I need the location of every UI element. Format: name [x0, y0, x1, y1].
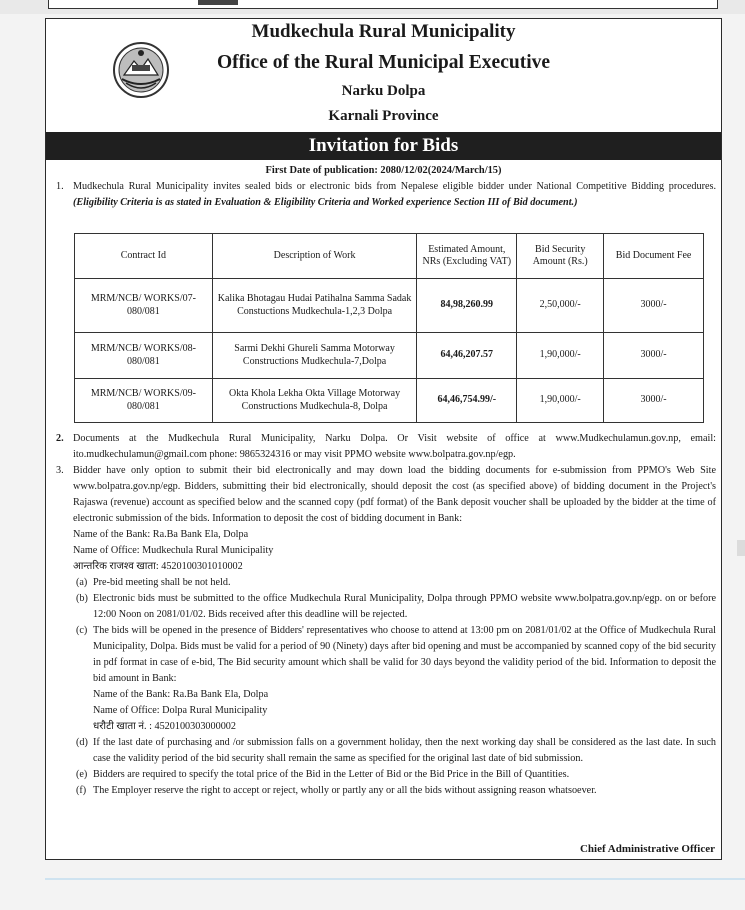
footer-divider: [45, 878, 745, 880]
revenue-account: आन्तरिक राजश्व खाता: 4520100301010002: [73, 561, 243, 572]
list-item: [56, 735, 716, 767]
doc-office-name: Name of Office: Mudkechula Rural Municipality: [73, 545, 274, 556]
header-contract-id: Contract Id: [75, 234, 213, 279]
header-bid-security: Bid Security Amount (Rs.): [517, 234, 604, 279]
contract-id-cell: MRM/NCB/ WORKS/07-080/081: [75, 279, 213, 333]
previous-notice-border: [48, 0, 718, 9]
header-estimated-amount: Estimated Amount, NRs (Excluding VAT): [417, 234, 517, 279]
item-label: (f): [76, 785, 87, 796]
header-doc-fee: Bid Document Fee: [604, 234, 704, 279]
item-label: (a): [76, 577, 88, 588]
page-edge: [737, 540, 745, 556]
municipality-name: Mudkechula Rural Municipality: [251, 21, 516, 42]
signature: Chief Administrative Officer: [579, 843, 715, 855]
bids-table: [74, 233, 704, 423]
bid-notice: [45, 18, 722, 860]
previous-notice-fragment: [198, 0, 238, 5]
notice-body: [56, 431, 716, 799]
deposit-account: धरौटी खाता नं. : 4520100303000002: [93, 721, 236, 732]
security-cell: 2,50,000/-: [517, 279, 604, 333]
description-cell: Sarmi Dekhi Ghureli Samma Motorway Constructions Mudkechula-7,Dolpa: [212, 333, 417, 379]
amount-cell: 64,46,754.99/-: [417, 379, 517, 423]
location: Narku Dolpa: [341, 83, 426, 99]
amount-cell: 64,46,207.57: [417, 333, 517, 379]
paragraph-1: [56, 179, 716, 211]
item-text: Bidders are required to specify the total price of the Bid in the Letter of Bid or the Bid Price in the Bill of Quantities.: [93, 769, 570, 780]
list-item: [56, 767, 716, 783]
paragraph-number: 3.: [56, 465, 64, 476]
paragraph-text: Mudkechula Rural Municipality invites sealed bids or electronic bids from Nepalese eligible bidder under National Competitive Bidding procedures.: [73, 181, 716, 192]
list-item: [56, 783, 716, 799]
amount-cell: 84,98,260.99: [417, 279, 517, 333]
contract-id-cell: MRM/NCB/ WORKS/08-080/081: [75, 333, 213, 379]
paragraph-3: [56, 463, 716, 527]
table-header-row: [75, 234, 704, 279]
publication-date: First Date of publication: 2080/12/02(2024/March/15): [265, 165, 502, 176]
item-text: Pre-bid meeting shall be not held.: [93, 577, 231, 588]
description-cell: Kalika Bhotagau Hudai Patihalna Samma Sadak Constuctions Mudkechula-1,2,3 Dolpa: [212, 279, 417, 333]
table-row: [75, 379, 704, 423]
item-text: The bids will be opened in the presence of Bidders' representatives who choose to attend at 13:00 pm on 2081/01/02 at the Office of Mudkechula Rural Municipality, Dolpa. Bids must be valid for a period of 90 (Ninety) days after bid opening and must be accompanied by scanned copy of the bid security in pdf format in case of e-bid, The Bid security amount which shall be valid for 30 days beyond the validity period of the bid. Information to deposit the bid amount in Bank:: [93, 625, 716, 684]
security-cell: 1,90,000/-: [517, 379, 604, 423]
security-office-name: Name of Office: Dolpa Rural Municipality: [93, 705, 268, 716]
eligibility-note: (Eligibility Criteria is as stated in Evaluation & Eligibility Criteria and Worked experience Section III of Bid document.): [73, 197, 578, 208]
item-text: Electronic bids must be submitted to the office Mudkechula Rural Municipality, Dolpa through PPMO website www.bolpatra.gov.np/egp. on or before 12:00 Noon on 2081/01/02. Bids received after this deadline will be rejected.: [93, 593, 716, 620]
item-label: (d): [76, 737, 88, 748]
item-text: The Employer reserve the right to accept or reject, wholly or partly any or all the bids without assigning reason whatsoever.: [93, 785, 597, 796]
province: Karnali Province: [328, 108, 439, 124]
security-bank-name: Name of the Bank: Ra.Ba Bank Ela, Dolpa: [93, 689, 269, 700]
fee-cell: 3000/-: [604, 333, 704, 379]
item-label: (e): [76, 769, 88, 780]
paragraph-text: Bidder have only option to submit their bid electronically and may down load the bidding documents for e-submission from PPMO's Web Site www.bolpatra.gov.np/egp. Bidders, submitting their bid electronically, should deposit the cost (as specified above) of bidding document in the Project's Rajaswa (revenue) account as specified below and the scanned copy (pdf format) of the Bank deposit voucher shall be uploaded by the bidder at the time of electronic submission of the bids. Information to deposit the cost of bidding document in Bank:: [73, 465, 716, 524]
fee-cell: 3000/-: [604, 279, 704, 333]
paragraph-number: 1.: [56, 181, 64, 192]
list-item: [56, 623, 716, 687]
item-label: (c): [76, 625, 88, 636]
list-item: [56, 575, 716, 591]
item-label: (b): [76, 593, 88, 604]
description-cell: Okta Khola Lekha Okta Village Motorway Constructions Mudkechula-8, Dolpa: [212, 379, 417, 423]
notice-header: [46, 19, 721, 129]
table-row: [75, 279, 704, 333]
office-name: Office of the Rural Municipal Executive: [216, 52, 551, 73]
notice-title: Invitation for Bids: [46, 132, 721, 160]
doc-bank-name: Name of the Bank: Ra.Ba Bank Ela, Dolpa: [73, 529, 249, 540]
paragraph-text: Documents at the Mudkechula Rural Municipality, Narku Dolpa. Or Visit website of office at www.Mudkechulamun.gov.np, email: ito.mudkechulamun@gmail.com phone: 9865324316 or may visit PPMO website www.bolpatra.gov.np/egp.: [73, 433, 716, 460]
header-description: Description of Work: [212, 234, 417, 279]
paragraph-2: [56, 431, 716, 463]
list-item: [56, 591, 716, 623]
table-row: [75, 333, 704, 379]
paragraph-number: 2.: [56, 433, 64, 444]
fee-cell: 3000/-: [604, 379, 704, 423]
contract-id-cell: MRM/NCB/ WORKS/09-080/081: [75, 379, 213, 423]
security-cell: 1,90,000/-: [517, 333, 604, 379]
item-text: If the last date of purchasing and /or submission falls on a government holiday, then the next working day shall be considered as the last date. In such case the validity period of the bid security shall remain the same as specified for the original last date of bid submission.: [93, 737, 716, 764]
